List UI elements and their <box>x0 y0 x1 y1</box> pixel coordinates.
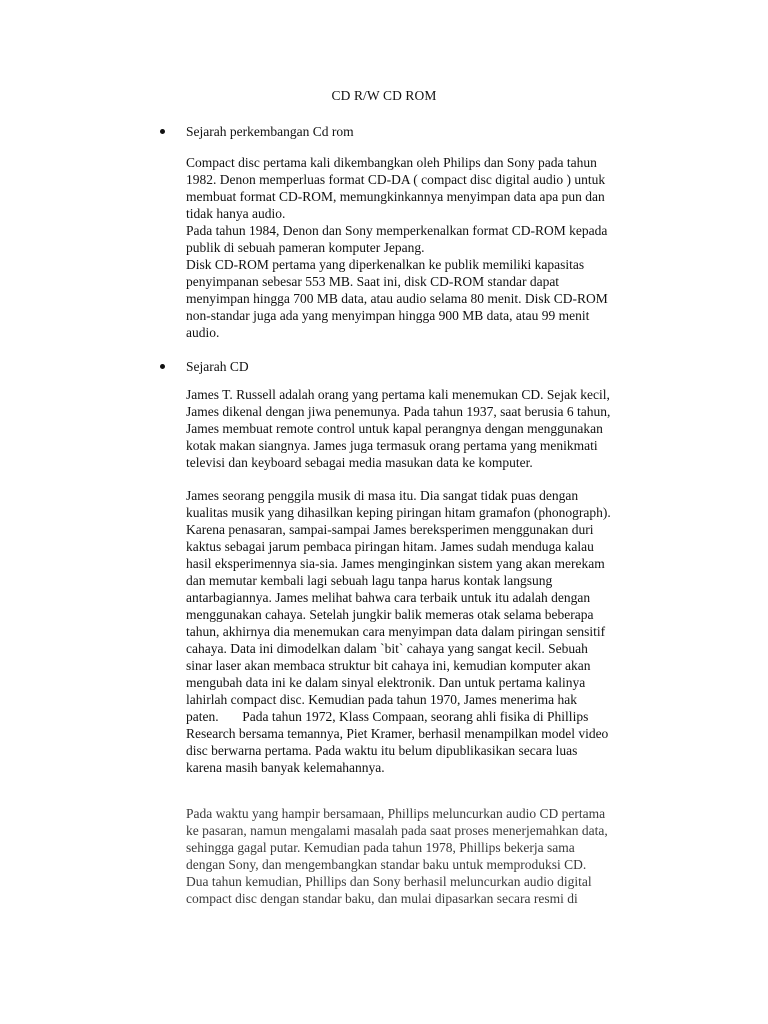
text-line: membuat format CD-ROM, memungkinkannya menyimpan data apa pun dan <box>186 189 605 204</box>
text-line: Dua tahun kemudian, Phillips dan Sony berhasil meluncurkan audio digital <box>186 874 592 889</box>
paragraph <box>186 154 686 341</box>
text-line: James seorang penggila musik di masa itu. Dia sangat tidak puas dengan <box>186 488 579 503</box>
text-line: cahaya. Data ini dimodelkan dalam `bit` cahaya yang sangat kecil. Sebuah <box>186 641 588 656</box>
text-line: audio. <box>186 325 220 340</box>
text-line: Disk CD-ROM pertama yang diperkenalkan ke publik memiliki kapasitas <box>186 257 585 272</box>
text-line: menyimpan hingga 700 MB data, atau audio selama 80 menit. Disk CD-ROM <box>186 291 608 306</box>
bullet-icon <box>160 364 165 369</box>
text-line: non-standar juga ada yang menyimpan hingga 900 MB data, atau 99 menit <box>186 308 590 323</box>
text-line: dan memutar kembali lagi sebuah lagu tanpa harus kontak langsung <box>186 573 553 588</box>
text-line: publik di sebuah pameran komputer Jepang. <box>186 240 425 255</box>
section-heading-label: Sejarah CD <box>186 359 249 374</box>
text-line: karena masih banyak kelemahannya. <box>186 760 385 775</box>
text-line: sehingga gagal putar. Kemudian pada tahun 1978, Phillips bekerja sama <box>186 840 575 855</box>
text-line: penyimpanan sebesar 553 MB. Saat ini, disk CD-ROM standar dapat <box>186 274 560 289</box>
text-line: Karena penasaran, sampai-sampai James bereksperimen menggunakan duri <box>186 522 594 537</box>
document-title: CD R/W CD ROM <box>331 88 437 103</box>
text-line: kaktus sebagai jarum pembaca piringan hitam. James sudah menduga kalau <box>186 539 594 554</box>
text-line: James dikenal dengan jiwa penemunya. Pada tahun 1937, saat berusia 6 tahun, <box>186 404 611 419</box>
text-line: sinar laser akan membaca struktur bit cahaya ini, kemudian komputer akan <box>186 658 591 673</box>
text-line: 1982. Denon memperluas format CD-DA ( compact disc digital audio ) untuk <box>186 172 606 187</box>
text-line: antarbagiannya. James melihat bahwa cara terbaik untuk itu adalah dengan <box>186 590 591 605</box>
text-line: televisi dan keyboard sebagai media masukan data ke komputer. <box>186 455 533 470</box>
text-line: disc berwarna pertama. Pada waktu itu belum dipublikasikan secara luas <box>186 743 578 758</box>
text-line: kotak makan siangnya. James juga termasuk orang pertama yang menikmati <box>186 438 598 453</box>
text-line: mengubah data ini ke dalam sinyal elektronik. Dan untuk pertama kalinya <box>186 675 586 690</box>
text-line: tahun, akhirnya dia menemukan cara menyimpan data dalam piringan sensitif <box>186 624 606 639</box>
text-line: Pada waktu yang hampir bersamaan, Phillips meluncurkan audio CD pertama <box>186 806 606 821</box>
text-line: kualitas musik yang dihasilkan keping piringan hitam gramafon (phonograph). <box>186 505 611 520</box>
paragraph <box>186 805 686 907</box>
text-line: paten. Pada tahun 1972, Klass Compaan, seorang ahli fisika di Phillips <box>186 709 589 724</box>
text-line: James T. Russell adalah orang yang pertama kali menemukan CD. Sejak kecil, <box>186 387 610 402</box>
text-line: Compact disc pertama kali dikembangkan oleh Philips dan Sony pada tahun <box>186 155 597 170</box>
text-line: hasil eksperimennya sia-sia. James menginginkan sistem yang akan merekam <box>186 556 605 571</box>
text-line: ke pasaran, namun mengalami masalah pada saat proses menerjemahkan data, <box>186 823 608 838</box>
bullet-icon <box>160 129 165 134</box>
text-line: compact disc dengan standar baku, dan mulai dipasarkan secara resmi di <box>186 891 578 906</box>
text-line: Research bersama temannya, Piet Kramer, berhasil menampilkan model video <box>186 726 609 741</box>
paragraph <box>186 386 686 471</box>
text-line: menggunakan cahaya. Setelah jungkir balik memeras otak selama beberapa <box>186 607 594 622</box>
text-line: dengan Sony, dan mengembangkan standar baku untuk memproduksi CD. <box>186 857 587 872</box>
text-line: James membuat remote control untuk kapal perangnya dengan menggunakan <box>186 421 603 436</box>
text-line: tidak hanya audio. <box>186 206 286 221</box>
text-line: lahirlah compact disc. Kemudian pada tahun 1970, James menerima hak <box>186 692 577 707</box>
text-line: Pada tahun 1984, Denon dan Sony memperkenalkan format CD-ROM kepada <box>186 223 608 238</box>
section-heading-label: Sejarah perkembangan Cd rom <box>186 124 354 139</box>
paragraph <box>186 487 686 776</box>
